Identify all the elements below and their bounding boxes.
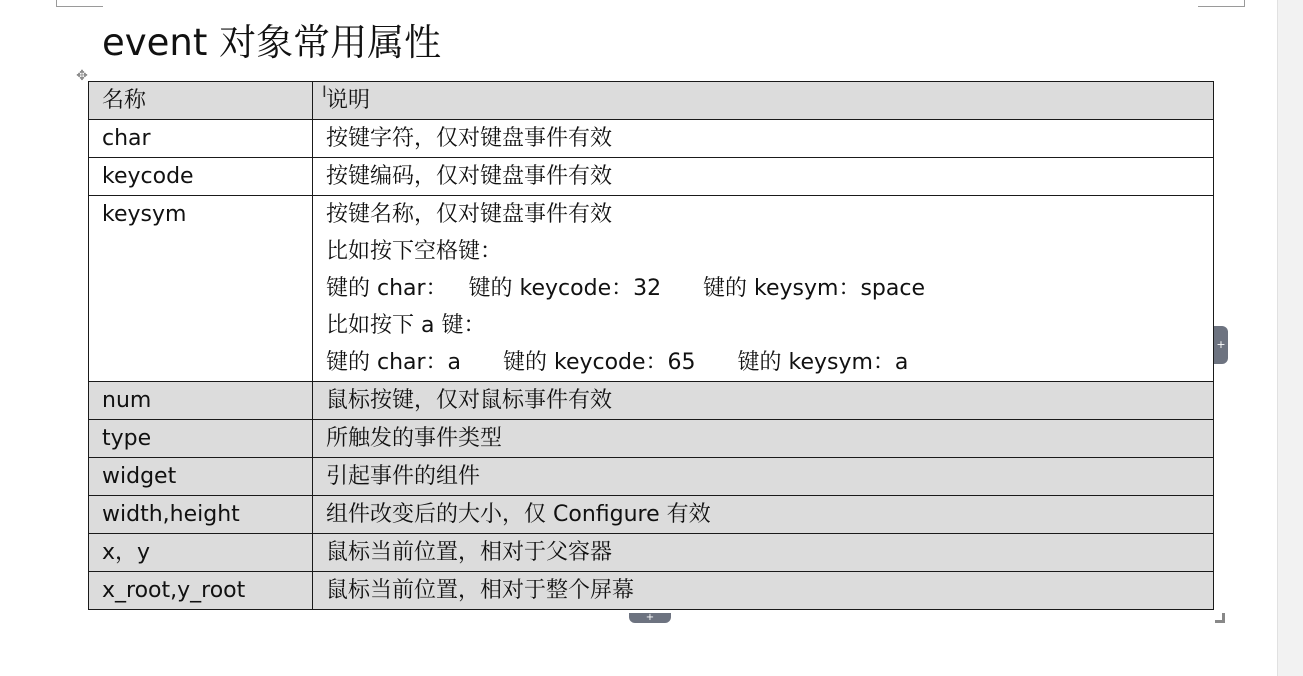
desc-line: 按键字符，仅对键盘事件有效	[326, 126, 613, 151]
header-desc-cell[interactable]: 说明	[313, 82, 1214, 120]
attribute-name-cell[interactable]: char	[89, 120, 313, 158]
table-row	[89, 458, 1214, 496]
attribute-desc-cell[interactable]	[313, 158, 1214, 196]
desc-line: 鼠标当前位置，相对于整个屏幕	[326, 578, 635, 603]
vertical-scrollbar[interactable]	[1277, 0, 1303, 676]
text-cursor-icon: I	[322, 82, 327, 101]
desc-line: 键的 char：a 键的 keycode：65 键的 keysym：a	[326, 350, 909, 375]
desc-line: 鼠标当前位置，相对于父容器	[326, 540, 613, 565]
attribute-desc-cell[interactable]	[313, 120, 1214, 158]
desc-line: 引起事件的组件	[326, 464, 481, 489]
attribute-name-cell[interactable]: keycode	[89, 158, 313, 196]
desc-line: 键的 char： 键的 keycode：32 键的 keysym：space	[326, 276, 926, 301]
table-row	[89, 120, 1214, 158]
attribute-name-cell[interactable]: type	[89, 420, 313, 458]
attribute-name-cell[interactable]: widget	[89, 458, 313, 496]
attribute-name-cell[interactable]: keysym	[89, 196, 313, 382]
attribute-desc-cell[interactable]	[313, 382, 1214, 420]
table-header-row	[89, 82, 1214, 120]
desc-line: 比如按下 a 键：	[326, 313, 486, 338]
table-row	[89, 572, 1214, 610]
move-icon[interactable]: ✥	[76, 68, 88, 84]
table-row	[89, 420, 1214, 458]
table-row	[89, 382, 1214, 420]
attribute-name-cell[interactable]: x，y	[89, 534, 313, 572]
add-column-icon[interactable]: +	[1214, 326, 1228, 364]
add-row-icon[interactable]: +	[629, 613, 671, 623]
desc-line: 按键编码，仅对键盘事件有效	[326, 164, 613, 189]
page-title: event 对象常用属性	[102, 21, 442, 64]
attribute-desc-cell[interactable]	[313, 420, 1214, 458]
table-row	[89, 196, 1214, 382]
header-name-cell[interactable]: 名称	[89, 82, 313, 120]
attribute-name-cell[interactable]: width,height	[89, 496, 313, 534]
attribute-desc-cell[interactable]	[313, 534, 1214, 572]
resize-icon[interactable]	[1215, 613, 1225, 623]
table-row	[89, 496, 1214, 534]
table-row	[89, 158, 1214, 196]
desc-line: 组件改变后的大小，仅 Configure 有效	[326, 502, 711, 527]
attribute-desc-cell[interactable]	[313, 458, 1214, 496]
page-corner-mark-right	[1198, 0, 1245, 7]
attribute-desc-cell[interactable]	[313, 196, 1214, 382]
attribute-name-cell[interactable]: num	[89, 382, 313, 420]
attribute-desc-cell[interactable]	[313, 572, 1214, 610]
desc-line: 鼠标按键，仅对鼠标事件有效	[326, 388, 613, 413]
attribute-desc-cell[interactable]	[313, 496, 1214, 534]
table-row	[89, 534, 1214, 572]
desc-line: 按键名称，仅对键盘事件有效	[326, 202, 613, 227]
page-corner-mark-left	[56, 0, 103, 7]
attributes-table[interactable]	[88, 81, 1214, 610]
desc-line: 所触发的事件类型	[326, 426, 503, 451]
attribute-name-cell[interactable]: x_root,y_root	[89, 572, 313, 610]
desc-line: 比如按下空格键：	[326, 239, 503, 264]
